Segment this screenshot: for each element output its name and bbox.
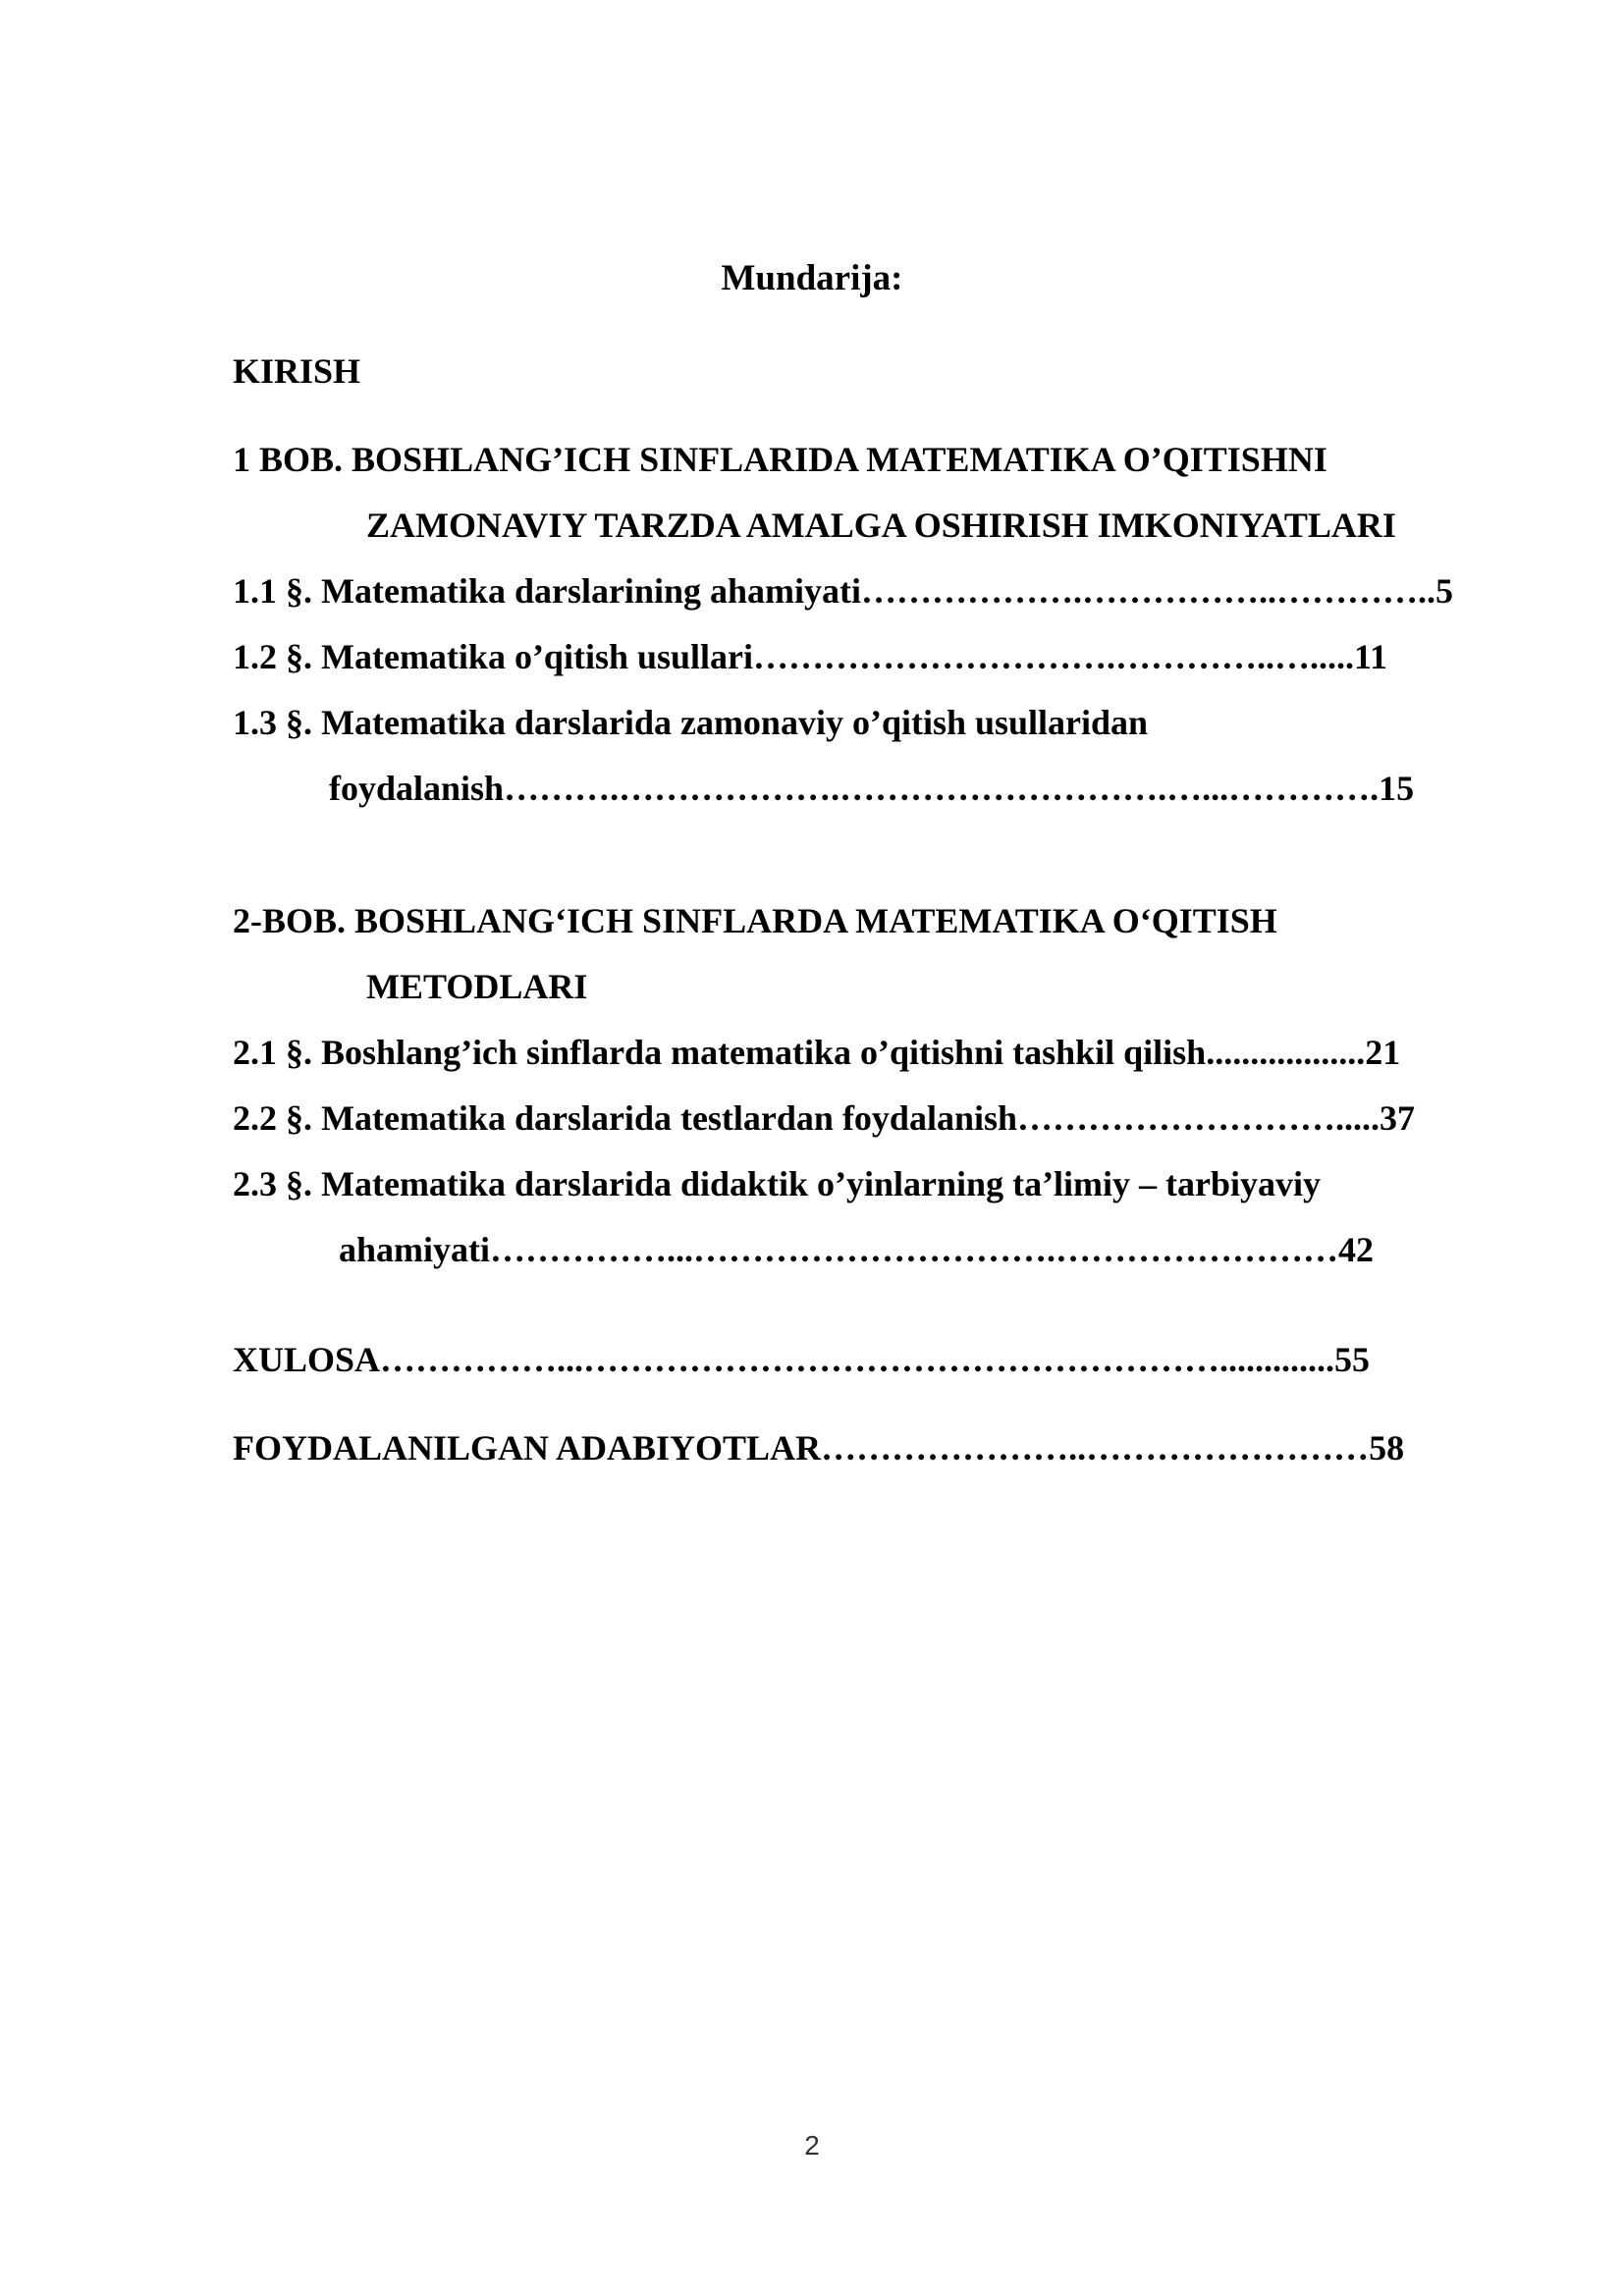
toc-conclusion: XULOSA……………...……………………………………………….............55	[233, 1340, 1371, 1379]
toc-section-2-3-line1: 2.3 §. Matematika darslarida didaktik o’yinlarning ta’limiy – tarbiyaviy	[233, 1164, 1322, 1203]
toc-section-1-2: 1.2 §. Matematika o’qitish usullari………………………….…………..….....11	[233, 637, 1388, 676]
page-title: Mundarija:	[721, 258, 903, 298]
toc-section-1-3-line1: 1.3 §. Matematika darslarida zamonaviy o’qitish usullaridan	[233, 703, 1149, 742]
toc-section-2-2: 2.2 §. Matematika darslarida testlardan foydalanish……………………….....37	[233, 1098, 1416, 1138]
toc-chapter1-heading-line1: 1 BOB. BOSHLANG’ICH SINFLARIDA MATEMATIKA O’QITISHNI	[233, 440, 1327, 479]
toc-references: FOYDALANILGAN ADABIYOTLAR…………………..……………………58	[233, 1428, 1405, 1468]
toc-section-1-1: 1.1 §. Matematika darslarining ahamiyati……………….……………..…………..5	[233, 571, 1453, 611]
toc-section-2-1: 2.1 §. Boshlang’ich sinflarda matematika o’qitishni tashkil qilish..................21	[233, 1033, 1401, 1072]
toc-chapter2-heading-line1: 2-BOB. BOSHLANG‘ICH SINFLARDA MATEMATIKA O‘QITISH	[233, 901, 1277, 940]
toc-section-1-3-line2: foydalanish……….……………….……………………….…...………….15	[329, 769, 1415, 808]
toc-section-2-3-line2: ahamiyati……………...………………………….……………………42	[339, 1230, 1375, 1269]
toc-chapter1-heading-line2: ZAMONAVIY TARZDA AMALGA OSHIRISH IMKONIYATLARI	[366, 506, 1396, 545]
page-number: 2	[804, 2130, 820, 2161]
toc-intro: KIRISH	[233, 351, 361, 391]
toc-chapter2-heading-line2: METODLARI	[366, 967, 588, 1006]
